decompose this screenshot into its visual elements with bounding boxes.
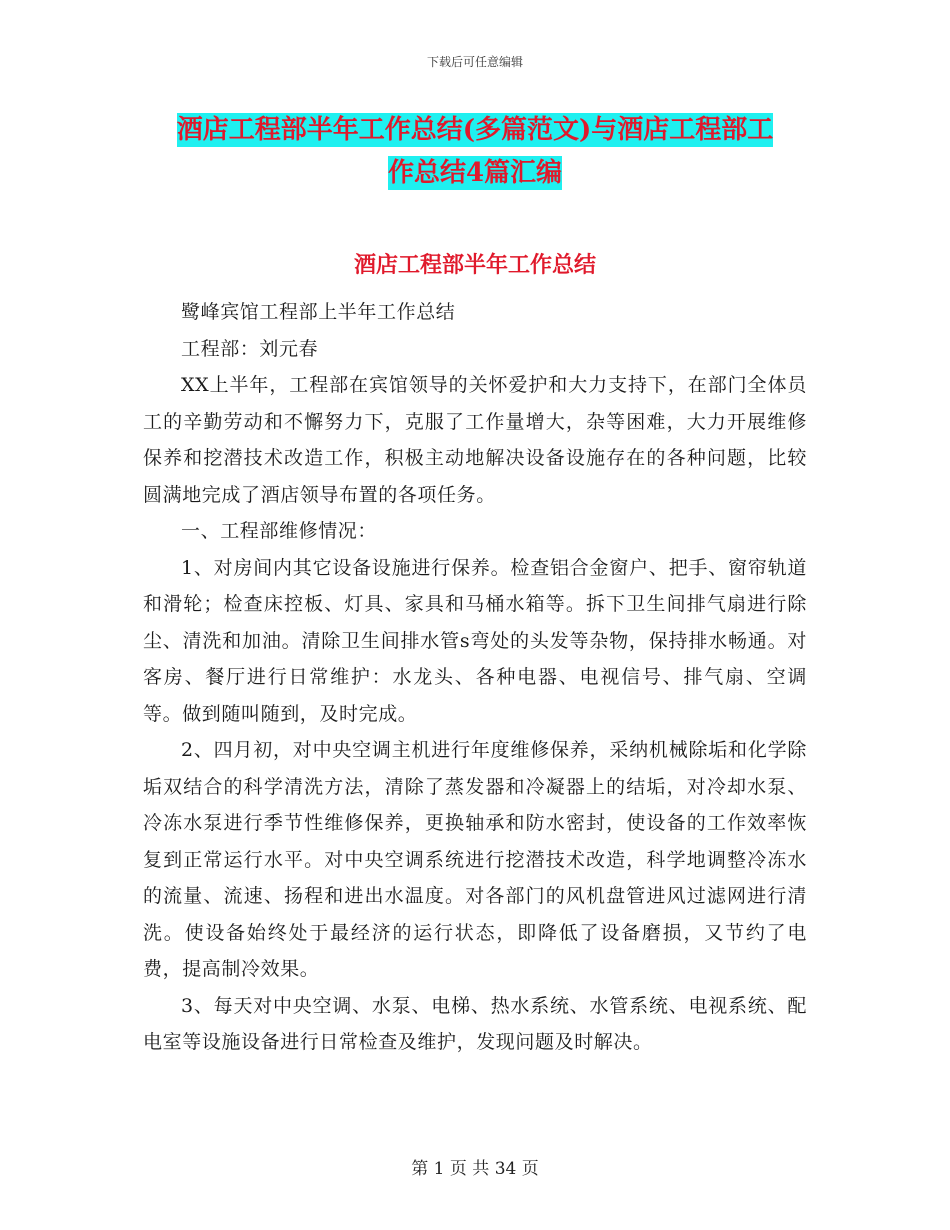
- paragraph-author: 工程部：刘元春: [181, 337, 319, 360]
- document-title-line-2: [0, 156, 950, 190]
- document-body: [143, 294, 807, 1061]
- document-title-line-1-text: 酒店工程部半年工作总结(多篇范文)与酒店工程部工: [176, 115, 774, 145]
- page-header-note: 下载后可任意编辑: [426, 55, 523, 69]
- document-title-line-1: [0, 113, 950, 147]
- section-title: 酒店工程部半年工作总结: [353, 252, 596, 278]
- paragraph-item-2: 2、四月初，对中央空调主机进行年度维修保养，采纳机械除垢和化学除垢双结合的科学清洗方法，清除了蒸发器和冷凝器上的结垢，对冷却水泵、冷冻水泵进行季节性维修保养，更换轴承和防水密封，使设备的工作效率恢复到正常运行水平。对中央空调系统进行挖潜技术改造，科学地调整冷冻水的流量、流速、扬程和进出水温度。对各部门的风机盘管进风过滤网进行清洗。使设备始终处于最经济的运行状态，即降低了设备磨损，又节约了电费，提高制冷效果。: [143, 739, 807, 980]
- paragraph-item-3: 3、每天对中央空调、水泵、电梯、热水系统、水管系统、电视系统、配电室等设施设备进行日常检查及维护，发现问题及时解决。: [143, 994, 807, 1053]
- paragraph-subtitle: 鹭峰宾馆工程部上半年工作总结: [181, 301, 456, 323]
- paragraph-item-1: 1、对房间内其它设备设施进行保养。检查铝合金窗户、把手、窗帘轨道和滑轮；检查床控板、灯具、家具和马桶水箱等。拆下卫生间排气扇进行除尘、清洗和加油。清除卫生间排水管s弯处的头发等杂物，保持排水畅通。对客房、餐厅进行日常维护：水龙头、各种电器、电视信号、排气扇、空调等。做到随叫随到，及时完成。: [143, 556, 807, 725]
- paragraph-intro: XX上半年，工程部在宾馆领导的关怀爱护和大力支持下，在部门全体员工的辛勤劳动和不懈努力下，克服了工作量增大，杂等困难，大力开展维修保养和挖潜技术改造工作，积极主动地解决设备设施存在的各种问题，比较圆满地完成了酒店领导布置的各项任务。: [143, 374, 807, 506]
- page-number-footer: 第 1 页 共 34 页: [411, 1159, 539, 1179]
- paragraph-heading-1: 一、工程部维修情况：: [181, 520, 378, 542]
- document-title-line-2-text: 作总结4篇汇编: [387, 158, 563, 188]
